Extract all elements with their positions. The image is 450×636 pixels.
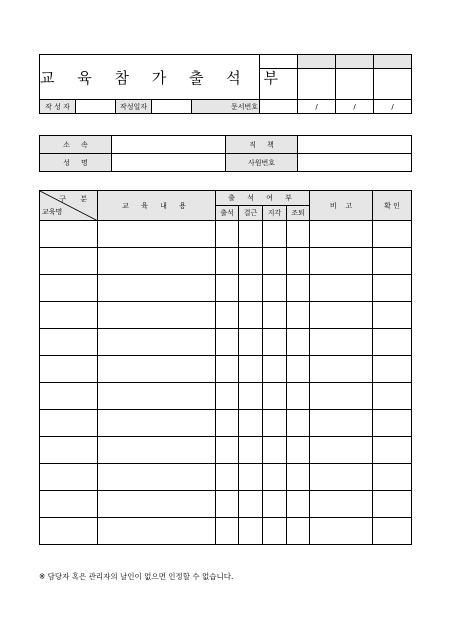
edu-name-cell[interactable] [40, 221, 98, 248]
early-leave-cell[interactable] [287, 248, 310, 275]
edu-name-cell[interactable] [40, 464, 98, 491]
edu-name-cell[interactable] [40, 275, 98, 302]
table-row [40, 410, 412, 437]
content-cell[interactable] [98, 356, 216, 383]
attend-cell[interactable] [216, 302, 239, 329]
header-table [39, 54, 412, 114]
attend-subheader: 출석 [216, 206, 239, 221]
attend-cell[interactable] [216, 491, 239, 518]
position-field[interactable] [298, 136, 412, 154]
remark-cell[interactable] [310, 518, 373, 545]
content-cell[interactable] [98, 383, 216, 410]
remark-header: 비 고 [310, 191, 373, 221]
table-row [40, 302, 412, 329]
attend-cell[interactable] [216, 383, 239, 410]
attend-cell[interactable] [216, 356, 239, 383]
absent-cell[interactable] [239, 518, 263, 545]
dept-label: 소 속 [40, 136, 112, 154]
approval-header-cell [298, 55, 336, 69]
content-cell[interactable] [98, 464, 216, 491]
late-cell[interactable] [263, 275, 287, 302]
early-leave-cell[interactable] [287, 410, 310, 437]
confirm-cell[interactable] [373, 302, 412, 329]
date-label: 작성일자 [116, 100, 152, 114]
early-leave-cell[interactable] [287, 221, 310, 248]
early-leave-cell[interactable] [287, 464, 310, 491]
late-cell[interactable] [263, 491, 287, 518]
attend-cell[interactable] [216, 518, 239, 545]
remark-cell[interactable] [310, 356, 373, 383]
name-label: 성 명 [40, 154, 112, 172]
approval-date-field[interactable]: / [298, 100, 336, 114]
attendance-table [39, 190, 412, 545]
late-cell[interactable] [263, 329, 287, 356]
edu-name-cell[interactable] [40, 491, 98, 518]
content-cell[interactable] [98, 437, 216, 464]
confirm-cell[interactable] [373, 329, 412, 356]
late-cell[interactable] [263, 437, 287, 464]
approval-date-field[interactable]: / [374, 100, 412, 114]
confirm-cell[interactable] [373, 464, 412, 491]
approval-sign-cell[interactable] [298, 69, 336, 100]
remark-cell[interactable] [310, 410, 373, 437]
attend-cell[interactable] [216, 329, 239, 356]
absent-cell[interactable] [239, 302, 263, 329]
content-cell[interactable] [98, 410, 216, 437]
absent-cell[interactable] [239, 248, 263, 275]
late-cell[interactable] [263, 248, 287, 275]
approval-sign-cell[interactable] [336, 69, 374, 100]
absent-cell[interactable] [239, 410, 263, 437]
content-header: 교 육 내 용 [98, 191, 216, 221]
absent-cell[interactable] [239, 275, 263, 302]
footnote: ※ 담당자 혹은 관리자의 날인이 없으면 인정할 수 없습니다. [39, 572, 234, 581]
late-subheader: 지각 [263, 206, 287, 221]
confirm-cell[interactable] [373, 437, 412, 464]
confirm-cell[interactable] [373, 275, 412, 302]
edu-name-cell[interactable] [40, 356, 98, 383]
attend-cell[interactable] [216, 221, 239, 248]
edu-name-cell[interactable] [40, 329, 98, 356]
absent-cell[interactable] [239, 356, 263, 383]
content-cell[interactable] [98, 275, 216, 302]
early-leave-cell[interactable] [287, 275, 310, 302]
employee-no-field[interactable] [298, 154, 412, 172]
absent-subheader: 결근 [239, 206, 263, 221]
late-cell[interactable] [263, 356, 287, 383]
remark-cell[interactable] [310, 302, 373, 329]
absent-cell[interactable] [239, 491, 263, 518]
attend-cell[interactable] [216, 410, 239, 437]
author-label: 작 성 자 [40, 100, 76, 114]
edu-name-cell[interactable] [40, 383, 98, 410]
attend-cell[interactable] [216, 275, 239, 302]
confirm-cell[interactable] [373, 356, 412, 383]
content-cell[interactable] [98, 221, 216, 248]
attend-cell[interactable] [216, 437, 239, 464]
absent-cell[interactable] [239, 329, 263, 356]
table-row [40, 275, 412, 302]
division-header [40, 191, 98, 221]
confirm-cell[interactable] [373, 383, 412, 410]
late-cell[interactable] [263, 518, 287, 545]
doc-no-field[interactable] [260, 100, 298, 114]
remark-cell[interactable] [310, 491, 373, 518]
remark-cell[interactable] [310, 248, 373, 275]
edu-name-label: 교육명 [42, 208, 63, 216]
content-cell[interactable] [98, 248, 216, 275]
date-field[interactable] [152, 100, 192, 114]
remark-cell[interactable] [310, 437, 373, 464]
remark-cell[interactable] [310, 221, 373, 248]
confirm-cell[interactable] [373, 491, 412, 518]
approval-sign-cell[interactable] [374, 69, 412, 100]
edu-name-cell[interactable] [40, 410, 98, 437]
early-leave-cell[interactable] [287, 329, 310, 356]
employee-info-table [39, 135, 412, 172]
late-cell[interactable] [263, 464, 287, 491]
attendance-rows [40, 221, 412, 545]
content-cell[interactable] [98, 491, 216, 518]
document-title: 교 육 참 가 출 석 부 [40, 55, 260, 100]
confirm-cell[interactable] [373, 518, 412, 545]
late-cell[interactable] [263, 383, 287, 410]
position-label: 직 책 [226, 136, 298, 154]
early-leave-cell[interactable] [287, 518, 310, 545]
remark-cell[interactable] [310, 464, 373, 491]
early-leave-cell[interactable] [287, 356, 310, 383]
employee-no-label: 사원번호 [226, 154, 298, 172]
content-cell[interactable] [98, 329, 216, 356]
table-row [40, 221, 412, 248]
absent-cell[interactable] [239, 464, 263, 491]
table-row [40, 518, 412, 545]
dept-field[interactable] [112, 136, 226, 154]
table-row [40, 383, 412, 410]
doc-no-label: 문서번호 [192, 100, 260, 114]
edu-name-cell[interactable] [40, 248, 98, 275]
approval-blank [260, 55, 298, 69]
edu-name-cell[interactable] [40, 302, 98, 329]
name-field[interactable] [112, 154, 226, 172]
early-leave-cell[interactable] [287, 437, 310, 464]
confirm-cell[interactable] [373, 248, 412, 275]
content-cell[interactable] [98, 302, 216, 329]
division-label: 구 분 [59, 195, 93, 203]
remark-cell[interactable] [310, 329, 373, 356]
table-row [40, 464, 412, 491]
remark-cell[interactable] [310, 275, 373, 302]
table-row [40, 356, 412, 383]
confirm-cell[interactable] [373, 410, 412, 437]
approval-date-field[interactable]: / [336, 100, 374, 114]
attend-cell[interactable] [216, 248, 239, 275]
attend-cell[interactable] [216, 464, 239, 491]
late-cell[interactable] [263, 302, 287, 329]
edu-name-cell[interactable] [40, 437, 98, 464]
approval-header-cell [336, 55, 374, 69]
approval-header-cell [374, 55, 412, 69]
absent-cell[interactable] [239, 221, 263, 248]
table-row [40, 248, 412, 275]
early-leave-subheader: 조퇴 [287, 206, 310, 221]
table-row [40, 329, 412, 356]
table-row [40, 491, 412, 518]
author-field[interactable] [76, 100, 116, 114]
early-leave-cell[interactable] [287, 491, 310, 518]
remark-cell[interactable] [310, 383, 373, 410]
early-leave-cell[interactable] [287, 383, 310, 410]
edu-name-cell[interactable] [40, 518, 98, 545]
attendance-header: 출 석 여 부 [216, 191, 310, 206]
confirm-cell[interactable] [373, 221, 412, 248]
table-row [40, 437, 412, 464]
absent-cell[interactable] [239, 437, 263, 464]
content-cell[interactable] [98, 518, 216, 545]
absent-cell[interactable] [239, 383, 263, 410]
confirm-header: 확 인 [373, 191, 412, 221]
late-cell[interactable] [263, 221, 287, 248]
early-leave-cell[interactable] [287, 302, 310, 329]
late-cell[interactable] [263, 410, 287, 437]
